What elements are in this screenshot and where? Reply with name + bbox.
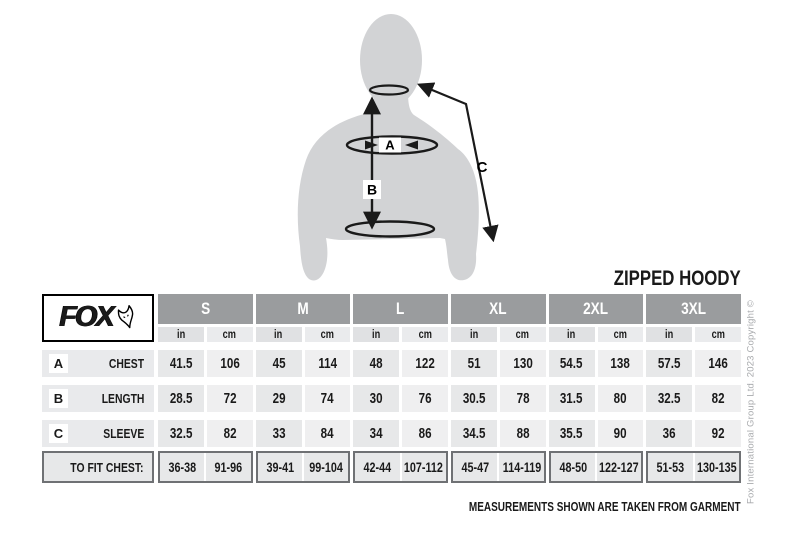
cell-length-l-cm: 76 — [402, 385, 448, 412]
value-group-chest-m — [256, 350, 351, 377]
unit-group-m — [256, 327, 351, 342]
table-header — [42, 294, 741, 342]
fox-logo — [42, 294, 154, 342]
unit-group-3xl — [646, 327, 741, 342]
size-headers — [158, 294, 741, 342]
cell-sleeve-s-cm: 82 — [207, 420, 253, 447]
cell-chest-l-cm: 122 — [402, 350, 448, 377]
cell-to-fit-xl-cm: 114-119 — [499, 453, 543, 481]
to-fit-group-2xl — [549, 451, 644, 483]
fox-wordmark: FOX — [59, 300, 113, 333]
value-group-length-3xl — [646, 385, 741, 412]
unit-header-m-in: in — [256, 327, 302, 342]
key-box-a: A — [49, 354, 68, 373]
cell-length-2xl-in: 31.5 — [549, 385, 595, 412]
unit-group-l — [353, 327, 448, 342]
cell-length-3xl-in: 32.5 — [646, 385, 692, 412]
cell-chest-3xl-cm: 146 — [695, 350, 741, 377]
cell-to-fit-l-in: 42-44 — [355, 453, 399, 481]
size-header-l: L — [353, 294, 448, 324]
to-fit-chest-label: TO FIT CHEST: — [42, 451, 154, 483]
size-header-xl: XL — [451, 294, 546, 324]
unit-header-3xl-cm: cm — [695, 327, 741, 342]
value-group-sleeve-2xl — [549, 420, 644, 447]
cell-sleeve-l-cm: 86 — [402, 420, 448, 447]
cell-to-fit-l-cm: 107-112 — [402, 453, 446, 481]
chest-label: A — [385, 137, 395, 153]
cell-sleeve-xl-cm: 88 — [500, 420, 546, 447]
size-header-m: M — [256, 294, 351, 324]
value-group-sleeve-xl — [451, 420, 546, 447]
cell-length-3xl-cm: 82 — [695, 385, 741, 412]
cell-sleeve-s-in: 32.5 — [158, 420, 204, 447]
unit-group-xl — [451, 327, 546, 342]
length-label: B — [366, 181, 378, 198]
cell-length-s-in: 28.5 — [158, 385, 204, 412]
table-row-length — [42, 385, 741, 412]
cell-chest-s-in: 41.5 — [158, 350, 204, 377]
to-fit-group-m — [256, 451, 351, 483]
size-table — [42, 294, 741, 483]
footnote-text: MEASUREMENTS SHOWN ARE TAKEN FROM GARMENT — [469, 500, 741, 514]
row-label-chest: A CHEST — [42, 350, 154, 377]
unit-header-l-cm: cm — [402, 327, 448, 342]
cell-chest-2xl-in: 54.5 — [549, 350, 595, 377]
fox-head-icon — [116, 305, 137, 332]
unit-header-s-cm: cm — [207, 327, 253, 342]
sleeve-label: C — [476, 159, 488, 176]
cell-sleeve-2xl-cm: 90 — [598, 420, 644, 447]
cell-to-fit-m-in: 39-41 — [258, 453, 302, 481]
to-fit-group-s — [158, 451, 253, 483]
cell-length-m-in: 29 — [256, 385, 302, 412]
cell-to-fit-2xl-in: 48-50 — [551, 453, 595, 481]
value-group-length-l — [353, 385, 448, 412]
row-label-sleeve: C SLEEVE — [42, 420, 154, 447]
value-group-length-2xl — [549, 385, 644, 412]
value-group-chest-3xl — [646, 350, 741, 377]
cell-sleeve-2xl-in: 35.5 — [549, 420, 595, 447]
cell-to-fit-3xl-in: 51-53 — [648, 453, 692, 481]
value-group-sleeve-3xl — [646, 420, 741, 447]
cell-chest-2xl-cm: 138 — [598, 350, 644, 377]
unit-header-xl-in: in — [451, 327, 497, 342]
cell-to-fit-xl-in: 45-47 — [453, 453, 497, 481]
cell-sleeve-3xl-in: 36 — [646, 420, 692, 447]
to-fit-group-3xl — [646, 451, 741, 483]
key-box-c: C — [49, 424, 68, 443]
cell-sleeve-3xl-cm: 92 — [695, 420, 741, 447]
cell-length-xl-cm: 78 — [500, 385, 546, 412]
page-title-text: ZIPPED HOODY — [614, 267, 741, 290]
cell-to-fit-s-in: 36-38 — [160, 453, 204, 481]
value-group-chest-xl — [451, 350, 546, 377]
cell-sleeve-xl-in: 34.5 — [451, 420, 497, 447]
cell-to-fit-2xl-cm: 122-127 — [597, 453, 641, 481]
value-group-chest-l — [353, 350, 448, 377]
copyright-text: Fox International Group Ltd. 2023 Copyright © — [745, 299, 757, 505]
value-group-length-m — [256, 385, 351, 412]
unit-group-s — [158, 327, 253, 342]
cell-sleeve-m-cm: 84 — [305, 420, 351, 447]
size-header-s: S — [158, 294, 253, 324]
value-group-length-s — [158, 385, 253, 412]
cell-chest-3xl-in: 57.5 — [646, 350, 692, 377]
unit-header-s-in: in — [158, 327, 204, 342]
size-header-2xl: 2XL — [549, 294, 644, 324]
value-group-length-xl — [451, 385, 546, 412]
cell-sleeve-m-in: 33 — [256, 420, 302, 447]
cell-chest-m-cm: 114 — [305, 350, 351, 377]
cell-length-s-cm: 72 — [207, 385, 253, 412]
value-group-sleeve-l — [353, 420, 448, 447]
measurement-diagram — [275, 8, 525, 288]
to-fit-group-xl — [451, 451, 546, 483]
cell-chest-xl-in: 51 — [451, 350, 497, 377]
table-row-chest — [42, 350, 741, 377]
cell-chest-m-in: 45 — [256, 350, 302, 377]
table-row-sleeve — [42, 420, 741, 447]
cell-to-fit-s-cm: 91-96 — [206, 453, 250, 481]
cell-length-xl-in: 30.5 — [451, 385, 497, 412]
to-fit-chest-row — [42, 451, 741, 483]
cell-length-l-in: 30 — [353, 385, 399, 412]
cell-to-fit-m-cm: 99-104 — [304, 453, 348, 481]
size-header-3xl: 3XL — [646, 294, 741, 324]
value-group-chest-2xl — [549, 350, 644, 377]
to-fit-group-l — [353, 451, 448, 483]
cell-length-2xl-cm: 80 — [598, 385, 644, 412]
row-label-length: B LENGTH — [42, 385, 154, 412]
unit-header-m-cm: cm — [305, 327, 351, 342]
cell-length-m-cm: 74 — [305, 385, 351, 412]
value-group-sleeve-s — [158, 420, 253, 447]
cell-chest-s-cm: 106 — [207, 350, 253, 377]
key-box-b: B — [49, 389, 68, 408]
cell-chest-xl-cm: 130 — [500, 350, 546, 377]
torso-silhouette-graphic — [275, 8, 525, 288]
footnote — [401, 500, 741, 514]
unit-header-3xl-in: in — [646, 327, 692, 342]
unit-header-xl-cm: cm — [500, 327, 546, 342]
value-group-chest-s — [158, 350, 253, 377]
unit-group-2xl — [549, 327, 644, 342]
value-group-sleeve-m — [256, 420, 351, 447]
cell-to-fit-3xl-cm: 130-135 — [695, 453, 739, 481]
cell-chest-l-in: 48 — [353, 350, 399, 377]
unit-header-l-in: in — [353, 327, 399, 342]
page-title — [582, 268, 741, 290]
unit-header-2xl-cm: cm — [598, 327, 644, 342]
unit-header-2xl-in: in — [549, 327, 595, 342]
cell-sleeve-l-in: 34 — [353, 420, 399, 447]
